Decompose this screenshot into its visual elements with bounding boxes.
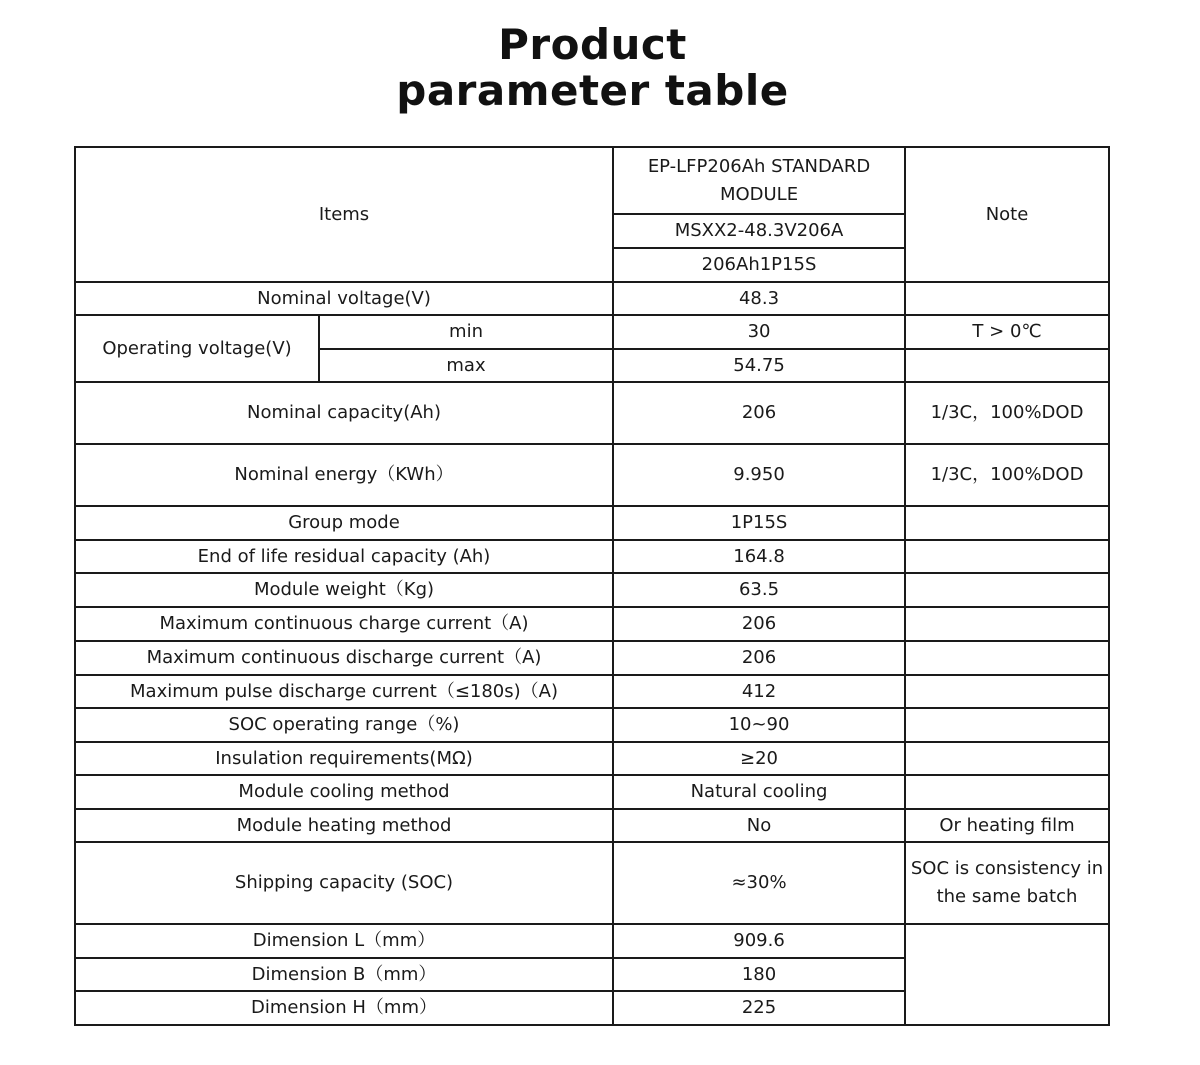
min-label: min: [319, 315, 613, 349]
value-cell: 164.8: [613, 540, 905, 573]
min-value: 30: [613, 315, 905, 349]
table-row: [75, 506, 1109, 540]
value-cell: Natural cooling: [613, 775, 905, 809]
parameter-table: [74, 146, 1110, 1026]
item-cell: Insulation requirements(MΩ): [75, 742, 613, 775]
table-row: [75, 282, 1109, 315]
item-cell: Maximum continuous charge current（A): [75, 607, 613, 641]
note-cell: 1/3C，100%DOD: [905, 444, 1109, 506]
table-row: [75, 382, 1109, 444]
table-row: [75, 742, 1109, 775]
header-model-name: EP-LFP206Ah STANDARD MODULE: [613, 147, 905, 214]
header-items: Items: [75, 147, 613, 282]
title-line-2: parameter table: [396, 66, 789, 115]
item-cell: Shipping capacity (SOC): [75, 842, 613, 924]
note-cell: [905, 708, 1109, 742]
note-cell: [905, 641, 1109, 675]
note-cell: [905, 775, 1109, 809]
item-cell: Maximum continuous discharge current（A): [75, 641, 613, 675]
max-note: [905, 349, 1109, 382]
table-row: [75, 444, 1109, 506]
value-cell: 10~90: [613, 708, 905, 742]
table-row: [75, 842, 1109, 924]
table-row: [75, 809, 1109, 842]
table-row: [75, 924, 1109, 958]
note-cell: [905, 282, 1109, 315]
min-note: T > 0℃: [905, 315, 1109, 349]
note-cell: Or heating film: [905, 809, 1109, 842]
table-row: [75, 315, 1109, 349]
item-cell: Maximum pulse discharge current（≤180s)（A): [75, 675, 613, 708]
item-cell: Nominal energy（KWh）: [75, 444, 613, 506]
item-cell: Module weight（Kg): [75, 573, 613, 607]
value-cell: 48.3: [613, 282, 905, 315]
page-title: [0, 22, 1185, 114]
max-label: max: [319, 349, 613, 382]
value-cell: 206: [613, 607, 905, 641]
table-row: [75, 641, 1109, 675]
value-cell: 225: [613, 991, 905, 1025]
value-cell: 412: [613, 675, 905, 708]
note-cell: [905, 607, 1109, 641]
value-cell: 9.950: [613, 444, 905, 506]
item-cell: Dimension L（mm）: [75, 924, 613, 958]
note-cell: [905, 573, 1109, 607]
note-cell: SOC is consistency in the same batch: [905, 842, 1109, 924]
header-note: Note: [905, 147, 1109, 282]
value-cell: ≥20: [613, 742, 905, 775]
item-cell: Module cooling method: [75, 775, 613, 809]
item-cell: End of life residual capacity (Ah): [75, 540, 613, 573]
item-cell: Group mode: [75, 506, 613, 540]
note-cell: 1/3C，100%DOD: [905, 382, 1109, 444]
title-line-1: Product: [498, 20, 687, 69]
value-cell: 180: [613, 958, 905, 991]
item-cell: SOC operating range（%): [75, 708, 613, 742]
note-cell: [905, 742, 1109, 775]
dimension-note-cell: [905, 924, 1109, 1025]
note-cell: [905, 540, 1109, 573]
value-cell: 63.5: [613, 573, 905, 607]
value-cell: 1P15S: [613, 506, 905, 540]
header-model-config: 206Ah1P15S: [613, 248, 905, 282]
table-row: [75, 573, 1109, 607]
item-cell: Module heating method: [75, 809, 613, 842]
item-cell: Nominal capacity(Ah): [75, 382, 613, 444]
table-row: [75, 675, 1109, 708]
operating-voltage-label: Operating voltage(V): [75, 315, 319, 382]
value-cell: ≈30%: [613, 842, 905, 924]
value-cell: 206: [613, 641, 905, 675]
value-cell: 909.6: [613, 924, 905, 958]
header-model-code: MSXX2-48.3V206A: [613, 214, 905, 248]
max-value: 54.75: [613, 349, 905, 382]
table-row: [75, 708, 1109, 742]
note-cell: [905, 675, 1109, 708]
value-cell: No: [613, 809, 905, 842]
item-cell: Dimension B（mm）: [75, 958, 613, 991]
item-cell: Dimension H（mm）: [75, 991, 613, 1025]
table-row: [75, 775, 1109, 809]
note-cell: [905, 506, 1109, 540]
value-cell: 206: [613, 382, 905, 444]
table-row: [75, 607, 1109, 641]
item-cell: Nominal voltage(V): [75, 282, 613, 315]
table-row: [75, 540, 1109, 573]
header-row: [75, 147, 1109, 214]
